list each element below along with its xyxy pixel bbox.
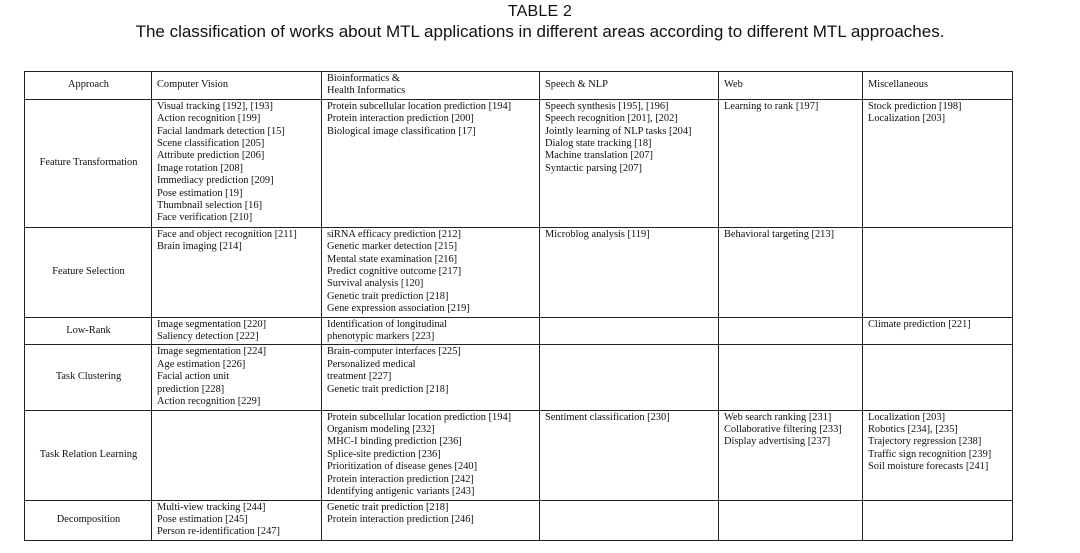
work-entry: Splice-site prediction [236] — [327, 448, 441, 460]
work-entry: Pose estimation [245] — [157, 513, 248, 525]
work-entry: Machine translation [207] — [545, 150, 653, 162]
header-text: Computer Vision — [157, 79, 229, 91]
work-entry: Brain imaging [214] — [157, 241, 242, 253]
work-entry: Biological image classification [17] — [327, 125, 476, 137]
cell-web — [719, 227, 863, 317]
classification-table — [24, 71, 1013, 541]
work-entry: Personalized medical — [327, 358, 416, 370]
cell-speech-nlp — [540, 345, 719, 410]
table-caption: The classification of works about MTL applications in different areas according to different MTL approaches. — [135, 22, 945, 41]
header-text: Miscellaneous — [868, 79, 929, 91]
cell-bioinformatics — [322, 410, 540, 500]
work-entry: Localization [203] — [868, 113, 946, 125]
cell-speech-nlp — [540, 410, 719, 500]
work-entry: Syntactic parsing [207] — [545, 162, 642, 174]
approach-cell — [25, 410, 152, 500]
work-entry: Genetic trait prediction [218] — [327, 383, 449, 395]
work-entry: Jointly learning of NLP tasks [204] — [545, 125, 692, 137]
table-row — [25, 227, 1013, 317]
work-entry: treatment [227] — [327, 371, 392, 383]
work-entry: Organism modeling [232] — [327, 423, 435, 435]
work-entry: siRNA efficacy prediction [212] — [327, 228, 461, 240]
work-entry: Mental state examination [216] — [327, 253, 458, 265]
work-entry: Stock prediction [198] — [868, 100, 962, 112]
approach-label: Task Relation Learning — [39, 448, 138, 460]
approach-label: Feature Selection — [52, 266, 125, 278]
approach-cell — [25, 345, 152, 410]
work-entry: Collaborative filtering [233] — [724, 423, 842, 435]
cell-speech-nlp — [540, 227, 719, 317]
work-entry: Speech synthesis [195], [196] — [545, 100, 669, 112]
table-row — [25, 317, 1013, 345]
work-entry: Display advertising [237] — [724, 436, 831, 448]
work-entry: Predict cognitive outcome [217] — [327, 266, 462, 278]
work-entry: Thumbnail selection [16] — [157, 200, 263, 212]
cell-web — [719, 317, 863, 345]
work-entry: Protein interaction prediction [242] — [327, 473, 474, 485]
approach-label: Decomposition — [56, 513, 121, 525]
table-number: TABLE 2 — [507, 3, 573, 20]
approach-cell — [25, 500, 152, 540]
work-entry: Image rotation [208] — [157, 162, 243, 174]
work-entry: Genetic trait prediction [218] — [327, 290, 449, 302]
work-entry: Traffic sign recognition [239] — [868, 448, 992, 460]
table-row — [25, 500, 1013, 540]
approach-label: Low-Rank — [66, 324, 111, 336]
approach-label: Task Clustering — [55, 371, 122, 383]
work-entry: Genetic trait prediction [218] — [327, 501, 449, 513]
work-entry: Protein subcellular location prediction [194] — [327, 100, 512, 112]
cell-web — [719, 500, 863, 540]
cell-web — [719, 99, 863, 227]
cell-bioinformatics — [322, 345, 540, 410]
cell-computer-vision — [152, 410, 322, 500]
work-entry: Multi-view tracking [244] — [157, 501, 266, 513]
header-miscellaneous — [863, 72, 1013, 100]
work-entry: Facial action unit — [157, 371, 230, 383]
cell-web — [719, 345, 863, 410]
table-row — [25, 99, 1013, 227]
cell-speech-nlp — [540, 500, 719, 540]
work-entry: Facial landmark detection [15] — [157, 125, 285, 137]
work-entry: Learning to rank [197] — [724, 100, 819, 112]
work-entry: Face and object recognition [211] — [157, 228, 297, 240]
work-entry: Climate prediction [221] — [868, 318, 971, 330]
cell-miscellaneous — [863, 317, 1013, 345]
work-entry: Microblog analysis [119] — [545, 228, 650, 240]
cell-bioinformatics — [322, 317, 540, 345]
work-entry: Prioritization of disease genes [240] — [327, 461, 478, 473]
work-entry: Gene expression association [219] — [327, 303, 470, 315]
work-entry: Robotics [234], [235] — [868, 423, 958, 435]
header-text: Approach — [68, 79, 109, 91]
cell-speech-nlp — [540, 99, 719, 227]
work-entry: Trajectory regression [238] — [868, 436, 982, 448]
work-entry: Behavioral targeting [213] — [724, 228, 835, 240]
table-row — [25, 345, 1013, 410]
cell-computer-vision — [152, 500, 322, 540]
header-row — [25, 72, 1013, 100]
header-text: Health Informatics — [327, 85, 406, 97]
work-entry: Person re-identification [247] — [157, 526, 280, 538]
work-entry: Soil moisture forecasts [241] — [868, 461, 989, 473]
header-computer-vision — [152, 72, 322, 100]
cell-computer-vision — [152, 317, 322, 345]
approach-cell — [25, 317, 152, 345]
work-entry: Genetic marker detection [215] — [327, 241, 458, 253]
header-text: Speech & NLP — [545, 79, 608, 91]
work-entry: Image segmentation [224] — [157, 346, 267, 358]
work-entry: Age estimation [226] — [157, 358, 246, 370]
work-entry: Web search ranking [231] — [724, 411, 832, 423]
work-entry: Visual tracking [192], [193] — [157, 100, 273, 112]
work-entry: Protein interaction prediction [246] — [327, 513, 474, 525]
work-entry: Identification of longitudinal — [327, 318, 448, 330]
work-entry: Survival analysis [120] — [327, 278, 424, 290]
cell-miscellaneous — [863, 99, 1013, 227]
approach-cell — [25, 99, 152, 227]
table-row — [25, 410, 1013, 500]
header-web — [719, 72, 863, 100]
cell-bioinformatics — [322, 99, 540, 227]
header-speech-nlp — [540, 72, 719, 100]
work-entry: Saliency detection [222] — [157, 331, 259, 343]
work-entry: Identifying antigenic variants [243] — [327, 485, 475, 497]
approach-label: Feature Transformation — [39, 157, 138, 169]
cell-miscellaneous — [863, 345, 1013, 410]
work-entry: Speech recognition [201], [202] — [545, 113, 678, 125]
header-bioinformatics — [322, 72, 540, 100]
cell-miscellaneous — [863, 410, 1013, 500]
cell-computer-vision — [152, 99, 322, 227]
cell-bioinformatics — [322, 227, 540, 317]
work-entry: Attribute prediction [206] — [157, 150, 265, 162]
header-approach — [25, 72, 152, 100]
work-entry: Face verification [210] — [157, 212, 253, 224]
work-entry: Localization [203] — [868, 411, 946, 423]
work-entry: Dialog state tracking [18] — [545, 138, 652, 150]
work-entry: Protein interaction prediction [200] — [327, 113, 474, 125]
work-entry: Action recognition [199] — [157, 113, 261, 125]
work-entry: phenotypic markers [223] — [327, 331, 435, 343]
work-entry: Scene classification [205] — [157, 138, 265, 150]
cell-speech-nlp — [540, 317, 719, 345]
cell-bioinformatics — [322, 500, 540, 540]
work-entry: Brain-computer interfaces [225] — [327, 346, 461, 358]
header-text: Bioinformatics & — [327, 73, 401, 84]
cell-miscellaneous — [863, 500, 1013, 540]
approach-cell — [25, 227, 152, 317]
cell-miscellaneous — [863, 227, 1013, 317]
work-entry: Pose estimation [19] — [157, 187, 243, 199]
cell-computer-vision — [152, 227, 322, 317]
work-entry: Immediacy prediction [209] — [157, 175, 274, 187]
work-entry: Protein subcellular location prediction [194] — [327, 411, 512, 423]
header-text: Web — [724, 79, 743, 91]
work-entry: MHC-I binding prediction [236] — [327, 436, 462, 448]
work-entry: Image segmentation [220] — [157, 318, 267, 330]
work-entry: Sentiment classification [230] — [545, 411, 670, 423]
work-entry: Action recognition [229] — [157, 396, 261, 408]
cell-web — [719, 410, 863, 500]
cell-computer-vision — [152, 345, 322, 410]
work-entry: prediction [228] — [157, 383, 225, 395]
